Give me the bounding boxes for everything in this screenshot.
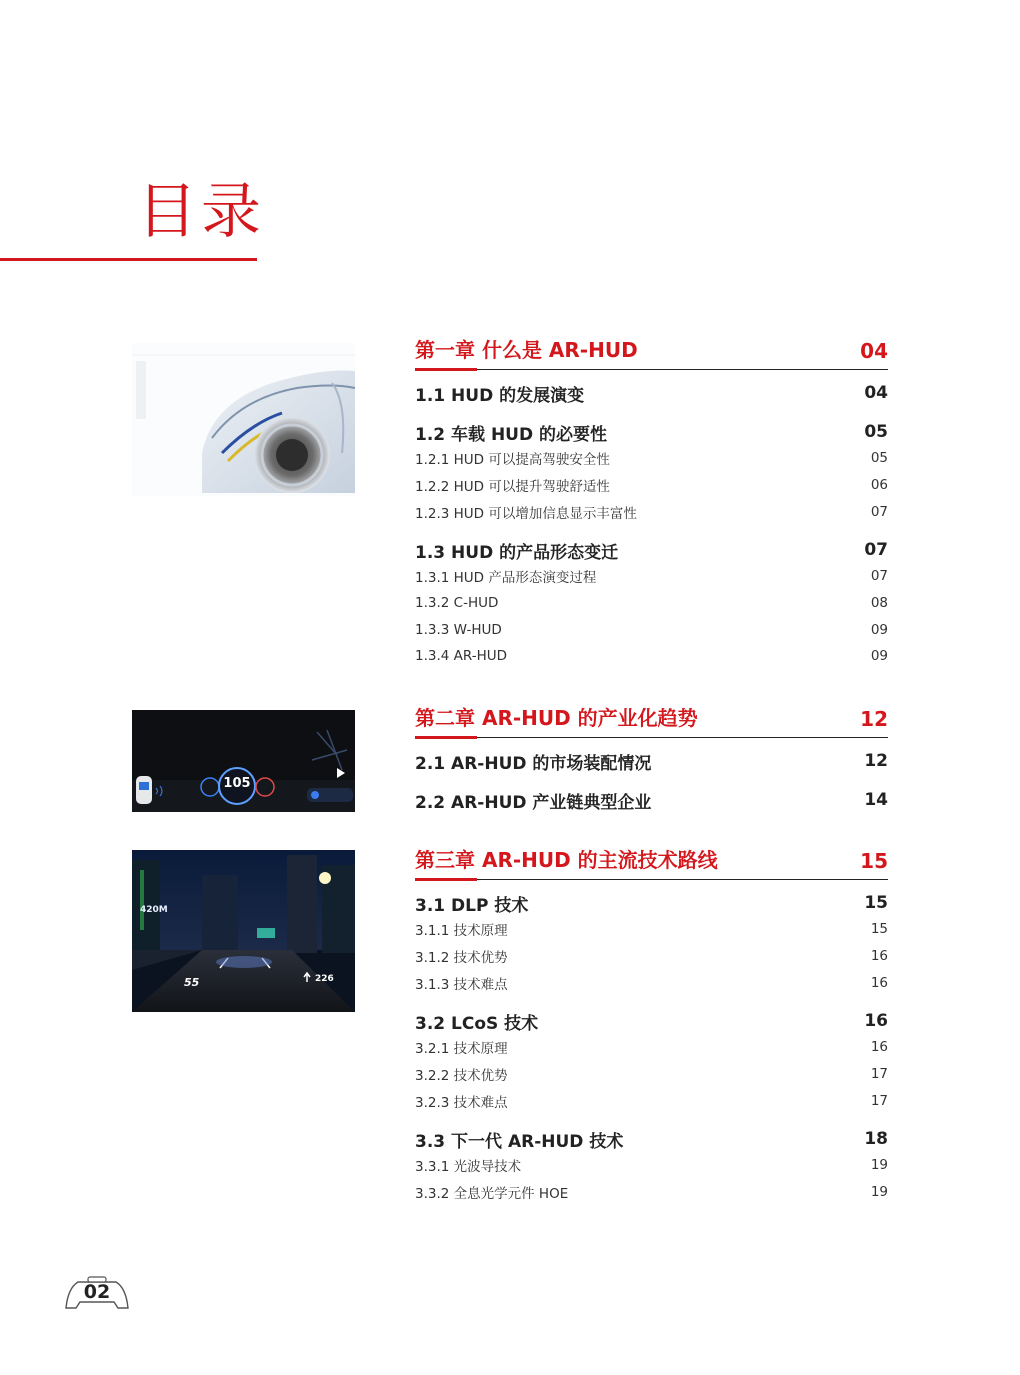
section-page: 15 — [864, 893, 888, 913]
section-title: 1.1 HUD 的发展演变 — [415, 385, 585, 406]
subsection-title: 1.3.2 C-HUD — [415, 595, 499, 612]
toc-subsection[interactable] — [415, 969, 888, 996]
toc-subsection[interactable] — [415, 1152, 888, 1179]
toc-subsection[interactable] — [415, 1034, 888, 1061]
section-page: 04 — [864, 383, 888, 403]
subsection-page: 17 — [870, 1066, 888, 1083]
toc-chapter-3 — [415, 844, 888, 1206]
toc-section[interactable] — [415, 380, 888, 406]
chapter-heading[interactable] — [415, 334, 888, 370]
toc-subsection[interactable] — [415, 563, 888, 590]
section-title: 2.2 AR-HUD 产业链典型企业 — [415, 792, 652, 813]
subsection-title: 3.1.3 技术难点 — [415, 976, 508, 993]
toc-subsection[interactable] — [415, 590, 888, 617]
subsection-title: 1.3.4 AR-HUD — [415, 648, 508, 665]
subsection-page: 08 — [870, 595, 888, 612]
section-page: 16 — [864, 1011, 888, 1032]
section-page: 05 — [864, 422, 888, 442]
toc-section[interactable] — [415, 890, 888, 916]
section-title: 3.3 下一代 AR-HUD 技术 — [415, 1131, 624, 1152]
hud-dashboard-image — [132, 710, 355, 812]
chapter-title: 第二章 AR-HUD 的产业化趋势 — [415, 706, 698, 730]
subsection-title: 3.3.2 全息光学元件 HOE — [415, 1186, 569, 1203]
chapter-page: 04 — [860, 339, 888, 363]
subsection-page: 05 — [870, 450, 888, 467]
toc-subsection[interactable] — [415, 616, 888, 643]
toc-section[interactable] — [415, 537, 888, 563]
subsection-page: 19 — [870, 1157, 888, 1174]
subsection-page: 17 — [870, 1092, 888, 1109]
toc-chapter-2 — [415, 702, 888, 813]
ar-speed-readout: 55 — [184, 976, 200, 989]
toc-subsection[interactable] — [415, 943, 888, 970]
chapter-title: 第一章 什么是 AR-HUD — [415, 338, 638, 362]
car-illustration — [132, 343, 355, 496]
ar-remaining-readout: 226 — [315, 974, 334, 984]
toc-section[interactable] — [415, 787, 888, 813]
subsection-page: 09 — [870, 648, 888, 665]
toc-section[interactable] — [415, 748, 888, 774]
toc-subsection[interactable] — [415, 472, 888, 499]
toc-subsection[interactable] — [415, 643, 888, 670]
section-title: 2.1 AR-HUD 的市场装配情况 — [415, 753, 652, 774]
chapter-page: 12 — [860, 707, 888, 731]
subsection-title: 3.2.3 技术难点 — [415, 1094, 508, 1111]
subsection-page: 16 — [870, 948, 888, 965]
toc-subsection[interactable] — [415, 1061, 888, 1088]
subsection-title: 1.3.3 W-HUD — [415, 621, 502, 638]
subsection-page: 06 — [870, 477, 888, 494]
toc-subsection[interactable] — [415, 1087, 888, 1114]
section-title: 3.1 DLP 技术 — [415, 895, 529, 916]
page-number: 02 — [83, 1281, 111, 1303]
subsection-page: 07 — [870, 568, 888, 585]
section-title: 3.2 LCoS 技术 — [415, 1013, 539, 1034]
toc-subsection[interactable] — [415, 916, 888, 943]
subsection-title: 3.2.1 技术原理 — [415, 1041, 508, 1058]
subsection-page: 16 — [870, 1039, 888, 1056]
toc-subsection[interactable] — [415, 498, 888, 525]
subsection-page: 15 — [870, 921, 888, 938]
hud-speed-readout: 105 — [223, 776, 251, 791]
subsection-page: 07 — [870, 503, 888, 520]
subsection-page: 19 — [870, 1184, 888, 1201]
chapter-heading[interactable] — [415, 844, 888, 880]
subsection-title: 3.1.2 技术优势 — [415, 950, 508, 967]
section-page: 14 — [864, 790, 888, 810]
section-page: 18 — [864, 1129, 888, 1150]
chapter-heading[interactable] — [415, 702, 888, 738]
page-title: 目录 — [137, 177, 265, 247]
chapter-page: 15 — [860, 849, 888, 873]
chapter-title: 第三章 AR-HUD 的主流技术路线 — [415, 848, 718, 872]
toc-section[interactable] — [415, 419, 888, 445]
toc-chapter-1 — [415, 334, 888, 670]
subsection-page: 16 — [870, 974, 888, 991]
ar-distance-readout: 420M — [140, 905, 168, 915]
section-title: 1.3 HUD 的产品形态变迁 — [415, 542, 619, 563]
title-underline — [0, 258, 257, 261]
subsection-title: 3.2.2 技术优势 — [415, 1068, 508, 1085]
toc-section[interactable] — [415, 1008, 888, 1034]
toc-section[interactable] — [415, 1126, 888, 1152]
section-title: 1.2 车载 HUD 的必要性 — [415, 424, 608, 445]
subsection-title: 1.2.2 HUD 可以提升驾驶舒适性 — [415, 479, 610, 496]
night-road-ar-image — [132, 850, 355, 1012]
section-page: 12 — [864, 751, 888, 771]
subsection-title: 3.1.1 技术原理 — [415, 923, 508, 940]
subsection-title: 1.3.1 HUD 产品形态演变过程 — [415, 570, 597, 587]
subsection-title: 3.3.1 光波导技术 — [415, 1159, 522, 1176]
toc-subsection[interactable] — [415, 445, 888, 472]
section-page: 07 — [864, 540, 888, 561]
subsection-page: 09 — [870, 621, 888, 638]
subsection-title: 1.2.1 HUD 可以提高驾驶安全性 — [415, 452, 610, 469]
subsection-title: 1.2.3 HUD 可以增加信息显示丰富性 — [415, 505, 637, 522]
toc-subsection[interactable] — [415, 1179, 888, 1206]
